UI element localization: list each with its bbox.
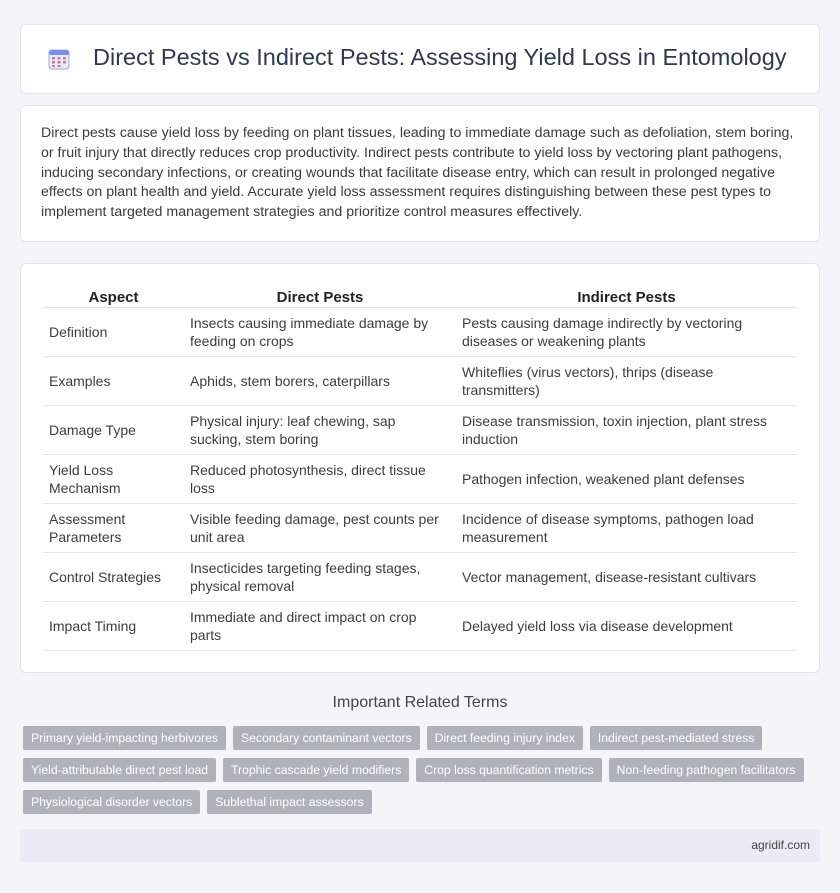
related-term-tag[interactable]: Yield-attributable direct pest load xyxy=(23,758,216,782)
table-row xyxy=(43,308,797,357)
related-terms-list xyxy=(23,726,813,814)
table-cell-direct: Visible feeding damage, pest counts per unit area xyxy=(184,504,456,553)
table-cell-aspect: Assessment Parameters xyxy=(43,504,184,553)
header-direct-pests: Direct Pests xyxy=(184,284,456,308)
table-cell-direct: Immediate and direct impact on crop parts xyxy=(184,602,456,651)
page-title: Direct Pests vs Indirect Pests: Assessing Yield Loss in Entomology xyxy=(93,44,787,70)
header-card xyxy=(20,24,820,94)
related-term-tag[interactable]: Indirect pest-mediated stress xyxy=(590,726,762,750)
table-row xyxy=(43,455,797,504)
table-cell-aspect: Examples xyxy=(43,357,184,406)
related-term-tag[interactable]: Direct feeding injury index xyxy=(427,726,583,750)
header-aspect: Aspect xyxy=(43,284,184,308)
table-row xyxy=(43,406,797,455)
footer-site-link[interactable]: agridif.com xyxy=(751,838,810,852)
table-cell-indirect: Vector management, disease-resistant cultivars xyxy=(456,553,797,602)
table-cell-aspect: Control Strategies xyxy=(43,553,184,602)
table-cell-indirect: Delayed yield loss via disease development xyxy=(456,602,797,651)
intro-card xyxy=(20,105,820,242)
table-cell-direct: Insecticides targeting feeding stages, physical removal xyxy=(184,553,456,602)
table-cell-direct: Aphids, stem borers, caterpillars xyxy=(184,357,456,406)
related-term-tag[interactable]: Secondary contaminant vectors xyxy=(233,726,420,750)
table-cell-indirect: Whiteflies (virus vectors), thrips (disease transmitters) xyxy=(456,357,797,406)
table-cell-indirect: Incidence of disease symptoms, pathogen load measurement xyxy=(456,504,797,553)
table-cell-direct: Insects causing immediate damage by feeding on crops xyxy=(184,308,456,357)
related-term-tag[interactable]: Trophic cascade yield modifiers xyxy=(223,758,409,782)
table-row xyxy=(43,357,797,406)
table-header-row xyxy=(43,284,797,308)
table-cell-aspect: Impact Timing xyxy=(43,602,184,651)
comparison-table-card xyxy=(20,263,820,673)
table-cell-direct: Reduced photosynthesis, direct tissue loss xyxy=(184,455,456,504)
related-term-tag[interactable]: Crop loss quantification metrics xyxy=(416,758,601,782)
related-term-tag[interactable]: Sublethal impact assessors xyxy=(207,790,371,814)
table-cell-indirect: Pathogen infection, weakened plant defenses xyxy=(456,455,797,504)
related-terms-title: Important Related Terms xyxy=(332,694,508,711)
table-cell-aspect: Yield Loss Mechanism xyxy=(43,455,184,504)
table-cell-aspect: Damage Type xyxy=(43,406,184,455)
comparison-table xyxy=(43,284,797,651)
calendar-grid-icon xyxy=(47,47,71,71)
table-cell-indirect: Pests causing damage indirectly by vectoring diseases or weakening plants xyxy=(456,308,797,357)
footer xyxy=(20,829,820,862)
table-row xyxy=(43,504,797,553)
table-cell-indirect: Disease transmission, toxin injection, plant stress induction xyxy=(456,406,797,455)
table-row xyxy=(43,553,797,602)
table-cell-aspect: Definition xyxy=(43,308,184,357)
related-term-tag[interactable]: Physiological disorder vectors xyxy=(23,790,200,814)
related-term-tag[interactable]: Non-feeding pathogen facilitators xyxy=(609,758,804,782)
related-term-tag[interactable]: Primary yield-impacting herbivores xyxy=(23,726,226,750)
table-row xyxy=(43,602,797,651)
intro-paragraph: Direct pests cause yield loss by feeding on plant tissues, leading to immediate damage such as defoliation, stem boring, or fruit injury that directly reduces crop productivity. Indirect pests contribute to yield loss by vectoring plant pathogens, inducing secondary infections, or creating wounds that facilitate disease entry, which can result in prolonged negative effects on plant health and yield. Accurate yield loss assessment requires distinguishing between these pest types to implement targeted management strategies and prioritize control measures effectively. xyxy=(41,125,794,221)
table-cell-direct: Physical injury: leaf chewing, sap sucking, stem boring xyxy=(184,406,456,455)
header-indirect-pests: Indirect Pests xyxy=(456,284,797,308)
